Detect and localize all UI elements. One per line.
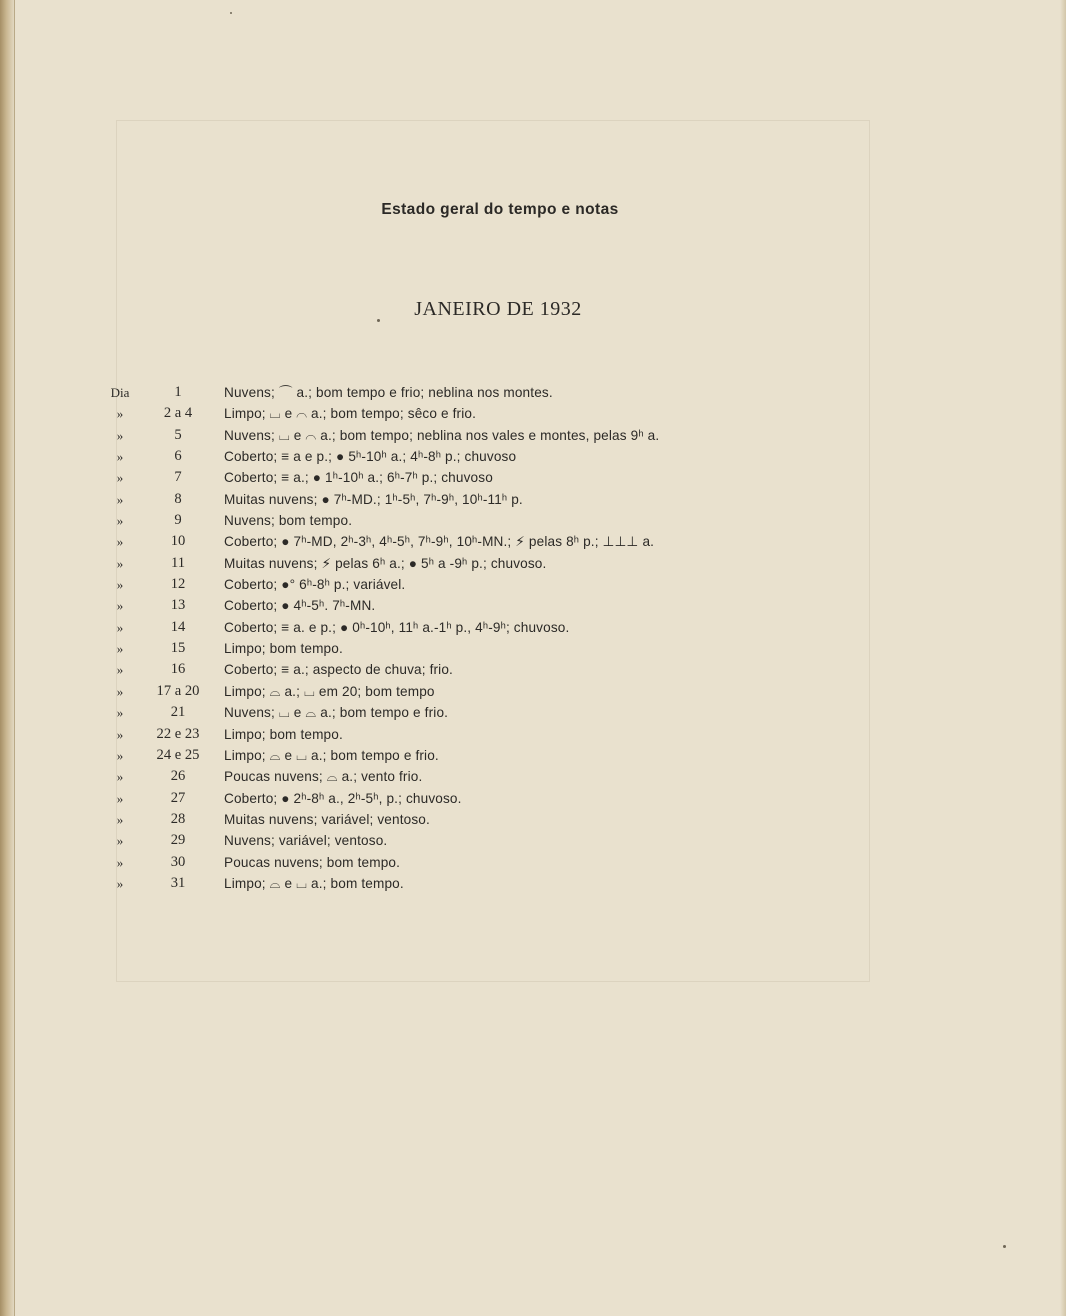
day-number: 24 e 25 xyxy=(156,746,200,763)
list-item xyxy=(0,510,1066,531)
weather-note: Limpo; bom tempo. xyxy=(224,726,343,742)
list-item xyxy=(0,830,1066,851)
ditto-mark: » xyxy=(116,769,124,785)
day-number: 22 e 23 xyxy=(156,725,200,742)
day-number: 13 xyxy=(170,597,186,614)
ditto-mark: » xyxy=(116,406,124,422)
ditto-mark: » xyxy=(116,683,124,699)
paper-speck xyxy=(377,319,380,322)
weather-note: Limpo; ⌓ e ⌴ a.; bom tempo e frio. xyxy=(224,747,439,763)
day-number: 29 xyxy=(170,832,186,849)
list-item xyxy=(0,766,1066,787)
page-heading: Estado geral do tempo e notas xyxy=(381,201,619,218)
list-item xyxy=(0,638,1066,659)
ditto-mark: » xyxy=(116,427,124,443)
weather-note: Muitas nuvens; variável; ventoso. xyxy=(224,811,430,827)
list-item xyxy=(0,809,1066,830)
dia-label: Dia xyxy=(110,385,130,400)
day-number: 15 xyxy=(170,640,186,657)
list-item xyxy=(0,574,1066,595)
list-item xyxy=(0,467,1066,488)
day-number: 27 xyxy=(170,789,186,806)
day-number: 8 xyxy=(174,490,182,507)
weather-note: Limpo; ⌓ a.; ⌴ em 20; bom tempo xyxy=(224,683,435,699)
day-number: 7 xyxy=(174,469,182,486)
day-number: 6 xyxy=(174,448,182,465)
ditto-mark: » xyxy=(116,833,124,849)
ditto-mark: » xyxy=(116,619,124,635)
list-item xyxy=(0,403,1066,424)
list-item xyxy=(0,702,1066,723)
ditto-mark: » xyxy=(116,598,124,614)
ditto-mark: » xyxy=(116,854,124,870)
list-item xyxy=(0,873,1066,894)
ditto-mark: » xyxy=(116,470,124,486)
weather-note: Limpo; ⌓ e ⌴ a.; bom tempo. xyxy=(224,875,404,891)
weather-note: Coberto; ≡ a. e p.; ● 0ʰ-10ʰ, 11ʰ a.-1ʰ p., 4ʰ-9ʰ; chuvoso. xyxy=(224,619,570,635)
ditto-mark: » xyxy=(116,726,124,742)
weather-notes-list xyxy=(0,382,1066,894)
weather-note: Nuvens; ⌴ e ⌓ a.; bom tempo e frio. xyxy=(224,705,449,721)
list-item xyxy=(0,446,1066,467)
weather-note: Coberto; ≡ a.; aspecto de chuva; frio. xyxy=(224,662,453,678)
day-number: 1 xyxy=(174,384,182,400)
day-number: 30 xyxy=(170,853,186,870)
weather-note: Limpo; ⌴ e ⌒ a.; bom tempo; sêco e frio. xyxy=(224,406,477,422)
day-number: 10 xyxy=(170,533,186,550)
ditto-mark: » xyxy=(116,577,124,593)
weather-note: Coberto; ● 2ʰ-8ʰ a., 2ʰ-5ʰ, p.; chuvoso. xyxy=(224,790,462,806)
weather-note: Nuvens; ⌒ a.; bom tempo e frio; neblina nos montes. xyxy=(224,385,553,400)
weather-note: Nuvens; variável; ventoso. xyxy=(224,833,388,849)
day-number: 21 xyxy=(170,704,186,721)
weather-note: Nuvens; ⌴ e ⌒ a.; bom tempo; neblina nos vales e montes, pelas 9ʰ a. xyxy=(224,427,660,443)
ditto-mark: » xyxy=(116,641,124,657)
weather-note: Poucas nuvens; bom tempo. xyxy=(224,854,401,870)
list-item xyxy=(0,553,1066,574)
day-number: 5 xyxy=(174,426,182,443)
month-title: JANEIRO DE 1932 xyxy=(414,298,582,320)
day-number: 31 xyxy=(170,874,186,891)
weather-note: Coberto; ●° 6ʰ-8ʰ p.; variável. xyxy=(224,577,406,593)
ditto-mark: » xyxy=(116,513,124,529)
day-number: 16 xyxy=(170,661,186,678)
day-number: 17 a 20 xyxy=(156,682,200,699)
paper-speck xyxy=(1003,1245,1006,1248)
weather-note: Limpo; bom tempo. xyxy=(224,641,343,657)
weather-note: Coberto; ≡ a.; ● 1ʰ-10ʰ a.; 6ʰ-7ʰ p.; chuvoso xyxy=(224,470,493,486)
list-item xyxy=(0,745,1066,766)
ditto-mark: » xyxy=(116,811,124,827)
ditto-mark: » xyxy=(116,875,124,891)
list-item xyxy=(0,681,1066,702)
weather-note: Muitas nuvens; ● 7ʰ-MD.; 1ʰ-5ʰ, 7ʰ-9ʰ, 10ʰ-11ʰ p. xyxy=(224,491,523,507)
list-item xyxy=(0,595,1066,616)
list-item xyxy=(0,852,1066,873)
day-number: 28 xyxy=(170,810,186,827)
weather-note: Nuvens; bom tempo. xyxy=(224,513,353,529)
ditto-mark: » xyxy=(116,790,124,806)
ditto-mark: » xyxy=(116,449,124,465)
day-number: 2 a 4 xyxy=(163,405,193,422)
ditto-mark: » xyxy=(116,705,124,721)
weather-note: Coberto; ● 4ʰ-5ʰ. 7ʰ-MN. xyxy=(224,598,376,614)
weather-note: Muitas nuvens; ⚡ pelas 6ʰ a.; ● 5ʰ a -9ʰ p.; chuvoso. xyxy=(224,555,547,571)
weather-note: Coberto; ● 7ʰ-MD, 2ʰ-3ʰ, 4ʰ-5ʰ, 7ʰ-9ʰ, 10ʰ-MN.; ⚡ pelas 8ʰ p.; ⊥⊥⊥ a. xyxy=(224,534,655,550)
weather-note: Poucas nuvens; ⌓ a.; vento frio. xyxy=(224,769,423,785)
list-item xyxy=(0,659,1066,680)
day-number: 14 xyxy=(170,618,186,635)
ditto-mark: » xyxy=(116,747,124,763)
list-item xyxy=(0,617,1066,638)
ditto-mark: » xyxy=(116,534,124,550)
list-item xyxy=(0,382,1066,403)
day-number: 12 xyxy=(170,576,186,593)
day-number: 11 xyxy=(170,554,186,571)
ditto-mark: » xyxy=(116,662,124,678)
list-item xyxy=(0,531,1066,552)
day-number: 26 xyxy=(170,768,186,785)
day-number: 9 xyxy=(174,512,182,529)
list-item xyxy=(0,425,1066,446)
list-item xyxy=(0,788,1066,809)
weather-note: Coberto; ≡ a e p.; ● 5ʰ-10ʰ a.; 4ʰ-8ʰ p.; chuvoso xyxy=(224,449,517,465)
paper-speck xyxy=(230,12,232,14)
list-item xyxy=(0,489,1066,510)
ditto-mark: » xyxy=(116,555,124,571)
list-item xyxy=(0,724,1066,745)
ditto-mark: » xyxy=(116,491,124,507)
